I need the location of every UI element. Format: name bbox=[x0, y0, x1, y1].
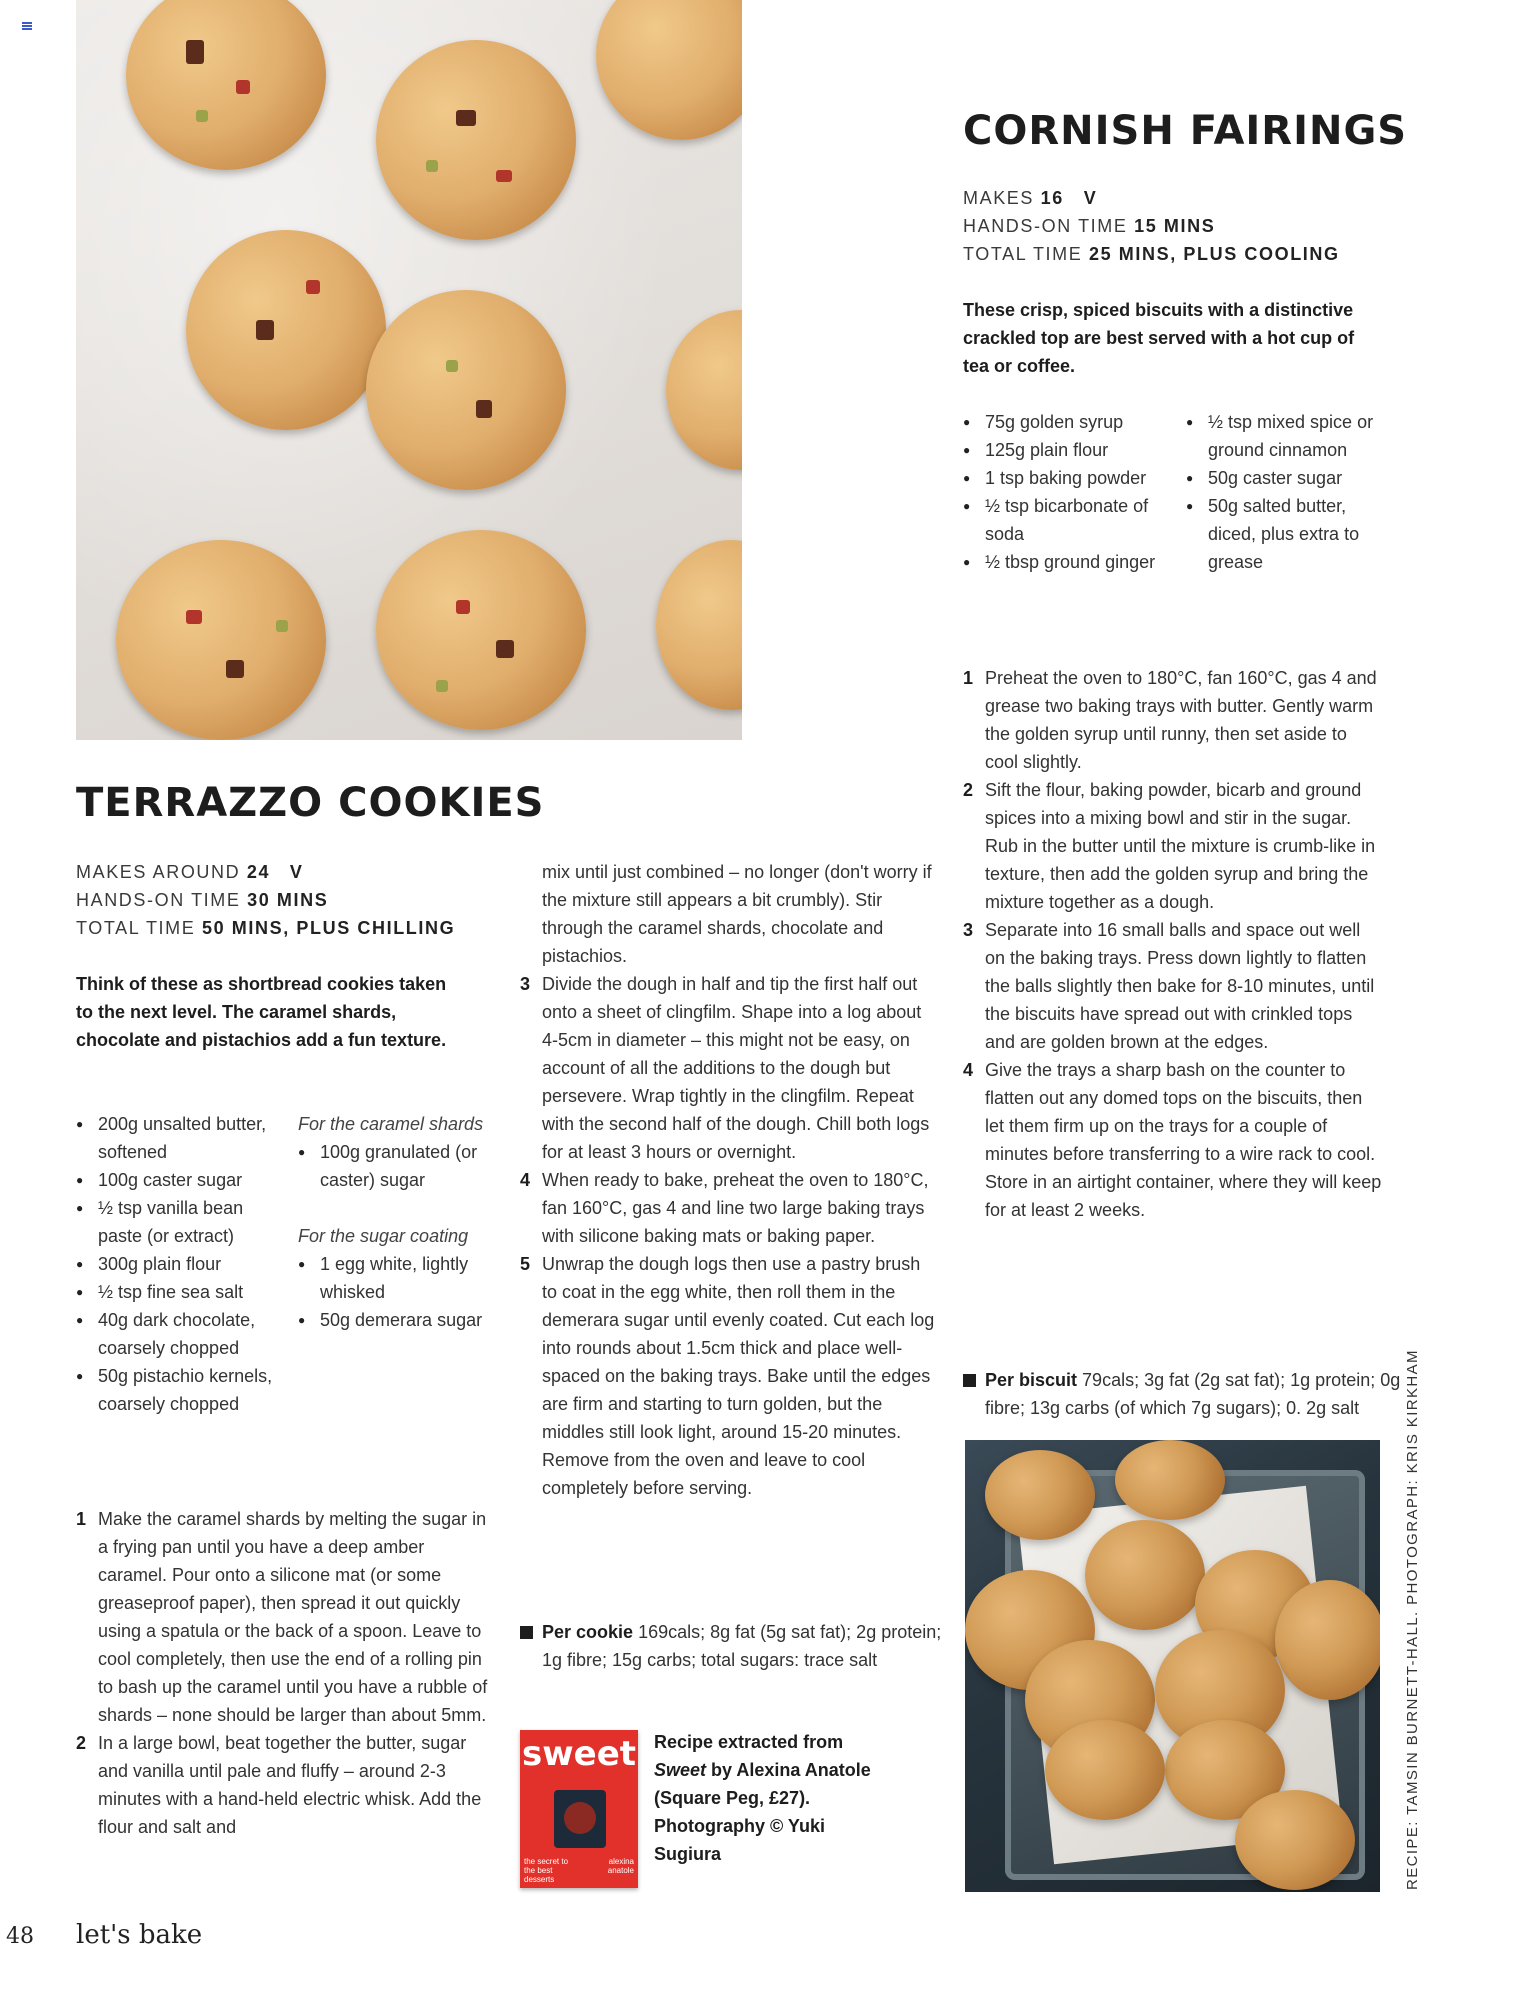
method-step: 1 Preheat the oven to 180°C, fan 160°C, gas 4 and grease two baking trays with butter. Gently warm the golden syrup until runny, then set aside to cool slightly. bbox=[963, 668, 1377, 772]
fairings-nutrition: Per biscuit 79cals; 3g fat (2g sat fat); 1g protein; 0g fibre; 13g carbs (of which 7g sugars); 0. 2g salt bbox=[963, 1366, 1405, 1422]
method-step: 2 In a large bowl, beat together the butter, sugar and vanilla until pale and fluffy – around 2-3 minutes with a hand-held electric whisk. Add the flour and salt and bbox=[76, 1733, 482, 1837]
sugar-coating-heading: For the sugar coating bbox=[298, 1226, 469, 1246]
terrazzo-sub-ingredients bbox=[298, 1110, 488, 1334]
ingredient: ● 1 tsp baking powder bbox=[963, 464, 1163, 492]
terrazzo-total-time: TOTAL TIME 50 MINS, PLUS CHILLING bbox=[76, 918, 456, 938]
terrazzo-ingredients bbox=[76, 1110, 276, 1418]
ingredient: ● ½ tsp fine sea salt bbox=[76, 1278, 276, 1306]
terrazzo-method-col2 bbox=[520, 858, 938, 1502]
fairings-title: CORNISH FAIRINGS bbox=[963, 108, 1408, 154]
fairings-intro: These crisp, spiced biscuits with a distinctive crackled top are best served with a hot cup of tea or coffee. bbox=[963, 300, 1355, 376]
caramel-heading: For the caramel shards bbox=[298, 1114, 484, 1134]
terrazzo-title: TERRAZZO COOKIES bbox=[76, 780, 545, 826]
ingredient: ● ½ tsp vanilla bean paste (or extract) bbox=[76, 1194, 276, 1250]
method-step: 2 Sift the flour, baking powder, bicarb and ground spices into a mixing bowl and stir in the sugar. Rub in the butter until the mixture is crumb-like in texture, then add the golden syrup and bring the mixture together as a dough. bbox=[963, 780, 1376, 912]
ingredient: ● ½ tsp bicarbonate of soda bbox=[963, 492, 1163, 548]
method-step: 4 Give the trays a sharp bash on the counter to flatten out any domed tops on the biscuits, then let them firm up on the trays for a couple of minutes before transferring to a wire rack to cool. Store in an airtight container, where they will keep for at least 2 weeks. bbox=[963, 1060, 1382, 1220]
terrazzo-meta bbox=[76, 858, 496, 942]
ingredient: ● 75g golden syrup bbox=[963, 408, 1163, 436]
ingredient: ● 300g plain flour bbox=[76, 1250, 276, 1278]
ingredient: ● ½ tbsp ground ginger bbox=[963, 548, 1163, 576]
ingredient: ● 50g caster sugar bbox=[1186, 464, 1386, 492]
ingredient: ● 50g salted butter, diced, plus extra to grease bbox=[1186, 492, 1386, 576]
book-cover-title: sweet bbox=[521, 1734, 637, 1774]
ingredient: ● 1 egg white, lightly whisked bbox=[298, 1250, 488, 1306]
method-step-continued: mix until just combined – no longer (don't worry if the mixture still appears a bit crumbly). Stir through the caramel shards, chocolate and pistachios. bbox=[542, 862, 932, 966]
fairings-hands-on-time: HANDS-ON TIME 15 MINS bbox=[963, 216, 1216, 236]
fairings-makes: MAKES 16 V bbox=[963, 188, 1098, 208]
book-cover-author: alexina anatole bbox=[607, 1857, 634, 1875]
method-step: 4 When ready to bake, preheat the oven to 180°C, fan 160°C, gas 4 and line two large baking trays with silicone baking mats or baking paper. bbox=[520, 1170, 929, 1246]
method-step: 5 Unwrap the dough logs then use a pastry brush to coat in the egg white, then roll them in the demerara sugar until evenly coated. Cut each log into rounds about 1.5cm thick and place well-spaced on the baking trays. Bake until the edges are firm and starting to turn golden, but the middles still look light, around 15-20 minutes. Remove from the oven and leave to cool completely before serving. bbox=[520, 1254, 935, 1498]
terrazzo-hands-on-time: HANDS-ON TIME 30 MINS bbox=[76, 890, 329, 910]
photo-credit: RECIPE: TAMSIN BURNETT-HALL. PHOTOGRAPH: KRIS KIRKHAM bbox=[1404, 1349, 1421, 1890]
ingredient: ● 200g unsalted butter, softened bbox=[76, 1110, 276, 1166]
fairings-ingredients-right bbox=[1186, 408, 1386, 576]
ingredient: ● 100g granulated (or caster) sugar bbox=[298, 1138, 488, 1194]
ingredient: ● 125g plain flour bbox=[963, 436, 1163, 464]
fairings-total-time: TOTAL TIME 25 MINS, PLUS COOLING bbox=[963, 244, 1340, 264]
terrazzo-makes: MAKES AROUND 24 V bbox=[76, 862, 304, 882]
menu-icon[interactable] bbox=[22, 22, 32, 30]
book-cover-tagline: the secret to the best desserts bbox=[524, 1857, 569, 1884]
fairings-ingredients-left bbox=[963, 408, 1163, 576]
fairings-method bbox=[963, 664, 1383, 1224]
book-credit: Recipe extracted from Sweet by Alexina Anatole (Square Peg, £27). Photography © Yuki Sugiura bbox=[654, 1732, 871, 1864]
ingredient: ● 100g caster sugar bbox=[76, 1166, 276, 1194]
book-cover bbox=[520, 1730, 638, 1888]
fairings-meta bbox=[963, 184, 1403, 268]
method-step: 3 Separate into 16 small balls and space out well on the baking trays. Press down lightly to flatten the balls slightly then bake for 8-10 minutes, until the biscuits have spread out with crinkled tops and are golden brown at the edges. bbox=[963, 920, 1375, 1052]
cornish-fairings-photo bbox=[965, 1440, 1380, 1892]
ingredient: ● 40g dark chocolate, coarsely chopped bbox=[76, 1306, 276, 1362]
method-step: 3 Divide the dough in half and tip the first half out onto a sheet of clingfilm. Shape into a log about 4-5cm in diameter – this might not be easy, on account of all the additions to the dough but persevere. Wrap tightly in the clingfilm. Repeat with the second half of the dough. Chill both logs for at least 3 hours or overnight. bbox=[520, 974, 930, 1162]
terrazzo-method-col1 bbox=[76, 1505, 496, 1841]
terrazzo-nutrition: Per cookie 169cals; 8g fat (5g sat fat); 2g protein; 1g fibre; 15g carbs; total sugars: trace salt bbox=[520, 1618, 942, 1674]
ingredient: ● 50g demerara sugar bbox=[298, 1306, 488, 1334]
ingredient: ● 50g pistachio kernels, coarsely chopped bbox=[76, 1362, 276, 1418]
book-cover-image bbox=[554, 1790, 606, 1848]
ingredient: ● ½ tsp mixed spice or ground cinnamon bbox=[1186, 408, 1386, 464]
terrazzo-cookies-photo bbox=[76, 0, 742, 740]
terrazzo-intro: Think of these as shortbread cookies taken to the next level. The caramel shards, chocolate and pistachios add a fun texture. bbox=[76, 974, 447, 1050]
page-number: 48 bbox=[6, 1924, 34, 1949]
method-step: 1 Make the caramel shards by melting the sugar in a frying pan until you have a deep amber caramel. Pour onto a silicone mat (or some greaseproof paper), then spread it out quickly using a spatula or the back of a spoon. Leave to cool completely, then use the end of a rolling pin to bash up the caramel until you have a rubble of shards – none should be larger than about 5mm. bbox=[76, 1509, 488, 1725]
section-name: let's bake bbox=[76, 1920, 203, 1950]
